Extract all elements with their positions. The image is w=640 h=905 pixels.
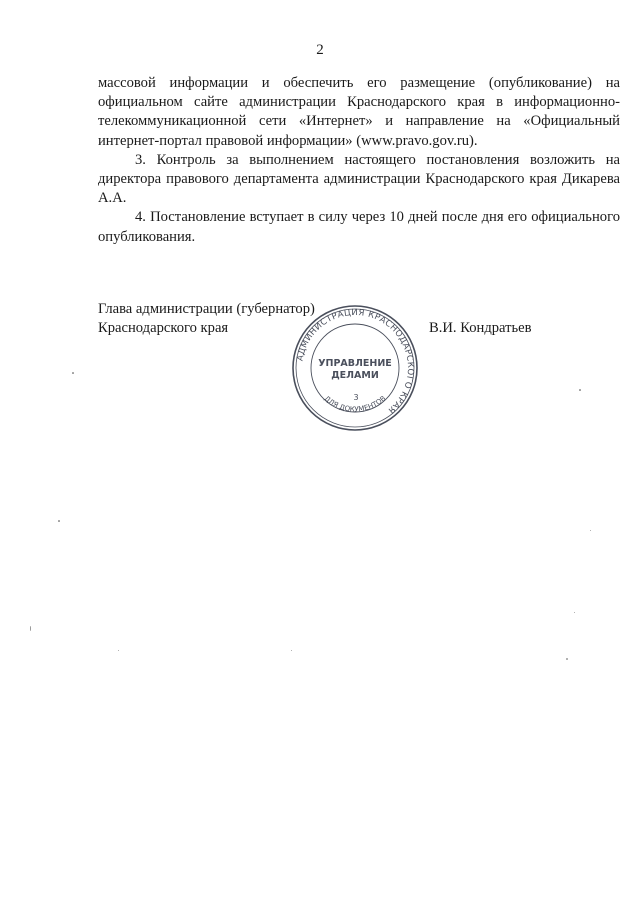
- seal-center-line1: УПРАВЛЕНИЕ: [318, 358, 392, 369]
- signatory-position-line1: Глава администрации (губернатор): [98, 301, 315, 317]
- scan-speck: [118, 650, 119, 651]
- scan-speck: [574, 612, 575, 613]
- scan-speck: [72, 372, 74, 374]
- seal-number: 3: [353, 393, 359, 402]
- seal-ring-text: АДМИНИСТРАЦИЯ КРАСНОДАРСКОГО КРАЯ: [295, 307, 416, 416]
- paragraph-3: 3. Контроль за выполнением настоящего постановления возложить на директора правового департамента администрации Краснодарского края Дикарева А.А.: [98, 151, 620, 207]
- scan-speck: [30, 626, 31, 631]
- seal-center-line2: ДЕЛАМИ: [331, 370, 379, 381]
- paragraph-4: 4. Постановление вступает в силу через 10 дней после дня его официального опубликования.: [98, 209, 620, 245]
- seal-bottom-text: ДЛЯ ДОКУМЕНТОВ: [322, 394, 388, 414]
- scan-speck: [590, 530, 591, 531]
- scan-speck: [566, 658, 568, 660]
- signatory-name: В.И. Кондратьев: [429, 320, 532, 336]
- signatory-position-line2: Краснодарского края: [98, 320, 229, 337]
- document-body: [98, 74, 620, 247]
- official-seal-stamp: [290, 303, 420, 433]
- scan-speck: [579, 389, 581, 391]
- scan-speck: [291, 650, 292, 651]
- paragraph-continuation: массовой информации и обеспечить его размещение (опубликование) на официальном сайте администрации Краснодарского края в информационно-телекоммуникационной сети «Интернет» и направление на «Официальный интернет-портал правовой информации» (www.pravo.gov.ru).: [98, 75, 620, 149]
- scan-speck: [58, 520, 60, 522]
- page-number: 2: [316, 42, 324, 58]
